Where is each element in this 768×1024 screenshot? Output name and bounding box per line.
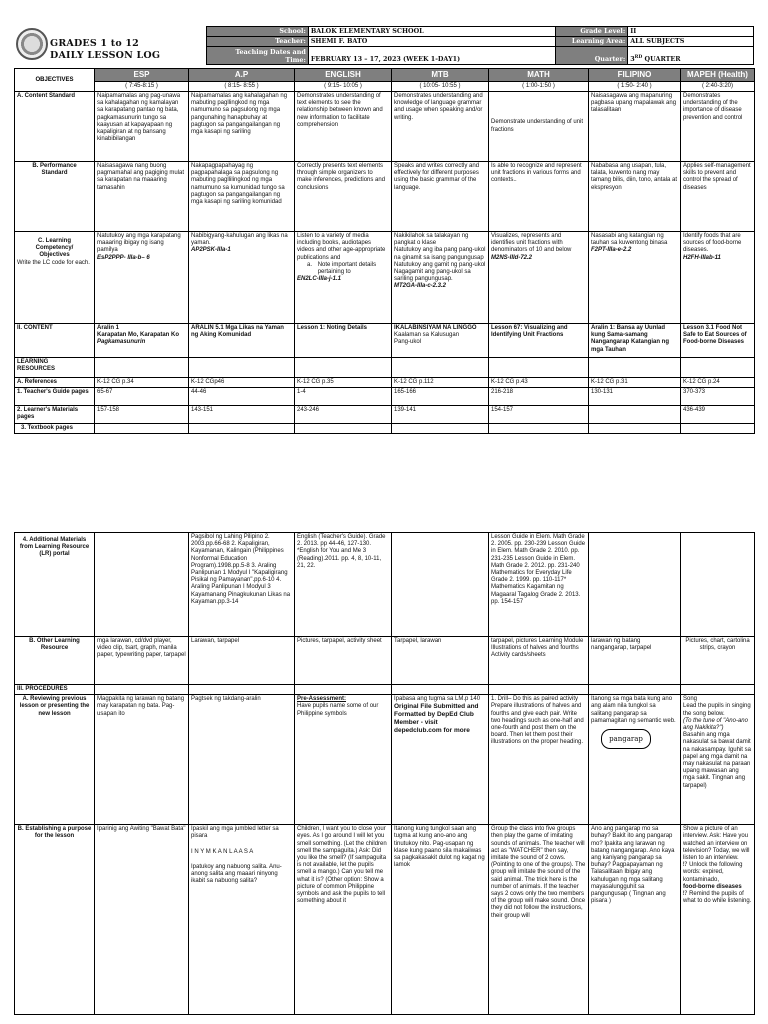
- row-label: 3. Textbook pages: [15, 424, 95, 434]
- deped-seal-logo: [16, 28, 48, 60]
- cell-text: Ipaskil ang mga jumbled letter sa pisara: [191, 826, 279, 840]
- cell: Pictures, chart, cartolina strips, crayon: [681, 637, 755, 685]
- cell-text: food-borne diseases: [683, 883, 742, 890]
- cell-text: IKALABINSIYAM NA LINGGO: [394, 325, 477, 331]
- grade-value: II: [628, 27, 754, 37]
- cell-text: ⁉ Remind the pupils of what to do while listening.: [683, 891, 752, 905]
- cell: Iparinig ang Awiting "Bawat Bata": [95, 825, 189, 1015]
- row-label: 1. Teacher's Guide pages: [15, 388, 95, 406]
- cell: Naipamamalas ang kahalagahan ng mabuting pagllingkod ng mga namumuno sa pagsulong ng mga pangunahing hanapbuhay at pagtugon sa pangangailangan ng mga kasapi ng sariling: [189, 92, 295, 162]
- cell: Children, I want you to close your eyes. As I go around I will let you smell something. (Let the children smell the sampaguita.) Ask: Did you like the smell? (If sampaguita is not available, let the pupils smell a mango.) Can you tell me what it is? (Other option: Show a picture of common Philippine symbols and ask the pupils to tell something about it: [295, 825, 392, 1015]
- cell-text: Have pupils name some of our Philippine symbols: [297, 703, 379, 717]
- lesson-log-page-2: [14, 532, 754, 1015]
- cell-text: Lead the pupils in singing the song below.: [683, 703, 751, 717]
- cell: Magpakita ng larawan ng batang may karapatan ng bata. Pag-usapan ito: [95, 695, 189, 825]
- dates-value: FEBRUARY 13 – 17, 2023 (WEEK 1-DAY1): [308, 47, 555, 65]
- time-mapeh: ( 2:40-3:20): [681, 82, 755, 92]
- cell: [392, 695, 489, 825]
- time-ap: ( 8:15- 8:55 ): [189, 82, 295, 92]
- cell: 216-218: [489, 388, 589, 406]
- cell: Nakapagpapahayag ng pagpapahalaga sa pagsulong ng mabuting pagllilingkod ng mga namumuno sa kumunidad tungo sa pagtugon sa pangangailangan ng mga kasapi ng sariling komunidad: [189, 162, 295, 232]
- time-english: ( 9:15- 10:05 ): [295, 82, 392, 92]
- subject-ap: A.P: [189, 69, 295, 82]
- list-marker: a.: [307, 261, 313, 268]
- cell: Demonstrates understanding and knowledge of language grammar and usage when speaking and/or writing.: [392, 92, 489, 162]
- row-content: [15, 324, 755, 358]
- objectives-label: OBJECTIVES: [15, 69, 95, 92]
- lc-code: EsP2PPP- IIIa-b– 6: [97, 254, 150, 261]
- row-label-line: B. Performance: [32, 163, 77, 169]
- cell: 370-373: [681, 388, 755, 406]
- cell: [295, 232, 392, 324]
- cell-text: Kaalaman sa Kalusugan: [394, 332, 460, 339]
- cell: Nababasa ang usapan, tula, talata, kuwento nang may tamang bilis, diin, tono, antala at ekspresyon: [589, 162, 681, 232]
- row-label-line: RESOURCES: [17, 366, 56, 373]
- cell-text: Visualizes, represents and identifies unit fractions with denominators of 10 and below: [491, 233, 572, 254]
- cell: [681, 825, 755, 1015]
- cell: [295, 695, 392, 825]
- cell-text: Ipatukoy ang nabuong salita. Anu-anong salita ang maaari ninyong ikabit sa nabuong salita?: [191, 863, 282, 885]
- cell-text: Karapatan Mo, Karapatan Ko: [97, 332, 180, 339]
- list-text: Note important details pertaining to: [317, 261, 377, 276]
- row-label: A. References: [15, 378, 95, 388]
- subject-math: MATH: [489, 69, 589, 82]
- cell: [392, 324, 489, 358]
- cell: Naisasagawa nang buong pagmamahal ang pagiging mulat sa karapatan na maaaring tamasahin: [95, 162, 189, 232]
- cell: K-12 CGp46: [189, 378, 295, 388]
- cell: [95, 232, 189, 324]
- row-label: 2. Learner's Materials pages: [15, 406, 95, 424]
- subject-english: ENGLISH: [295, 69, 392, 82]
- cell: Aralin 1: Bansa ay Uunlad kung Sama-samang Nangangarap Katangian ng mga Tauhan: [589, 324, 681, 358]
- row-label: [15, 162, 95, 232]
- cell: Tarpapel, larawan: [392, 637, 489, 685]
- cell: Lesson Guide in Elem. Math Grade 2. 2005. pp. 230-239 Lesson Guide in Elem. Math Grade 2. 2010. pp. 231-235 Lesson Guide in Elem. Math Grade 2. 2012. pp. 231-240 Mathematics for Everyday Life Grade 2. 1999. pp. 110-117* Mathematics Kagamitan ng Magaaral Tagalog Grade 2. 2013. pp. 154-157: [489, 533, 589, 637]
- cell: Ano ang pangarap mo sa buhay? Bakit ito ang pangarap mo? Ipakita ang larawan ng batang nangangarap. Ano kaya ang kaniyang pangarap sa buhay? Pagpapayaman ng Talasalitaan Ibigay ang kahulugan ng mga salitang mayasalungguhit sa pangungusap ( Tingnan ang pisara ): [589, 825, 681, 1015]
- cell-text: ARALIN 5.1 Mga Likas na Yaman: [191, 325, 284, 331]
- cell-text: Identify foods that are sources of food-borne diseases.: [683, 233, 742, 254]
- quarter-value: [628, 47, 754, 65]
- cell-text: ⁉ Unlock the following words: expired, kontaminado,: [683, 862, 743, 883]
- cell: Larawan, tarpapel: [189, 637, 295, 685]
- cell: 436-439: [681, 406, 755, 424]
- cell: Naipamamalas ang pag-unawa sa kahalagahan ng kamalayan sa karapatang pantao ng bata, pagkamasunurin tungo sa kaayusan at kapayapaan ng kapaligiran at ng bansang kinabibilangan: [95, 92, 189, 162]
- cell-text: Nakikilahok sa talakayan ng pangkat o klase: [394, 233, 469, 247]
- cell: [392, 232, 489, 324]
- cell: 44-46: [189, 388, 295, 406]
- cell-text: Ipabasa ang tugma sa LM.p 140: [394, 696, 481, 703]
- cell: [189, 825, 295, 1015]
- area-value: ALL SUBJECTS: [628, 37, 754, 47]
- cell: Group the class into five groups then play the game of imitating sounds of animals. The teacher will act as "WATCHER" then say, imitate the sound of 2 cows. (Pointing to one of the groups). The group will imitate the sound of the said animal. The trick here is the number of animals. If the teacher says 2 cows only the two members of the group will make sound. Once they did not follow the instructions, their group will: [489, 825, 589, 1015]
- lc-code: EN2LC-IIIa-j-1.1: [297, 276, 342, 283]
- row-establishing-purpose: [15, 825, 755, 1015]
- cell: [589, 695, 681, 825]
- time-esp: ( 7:45-8:15 ): [95, 82, 189, 92]
- cell: [189, 324, 295, 358]
- row-label-line: C. Learning: [37, 238, 71, 244]
- subject-mtb: MTB: [392, 69, 489, 82]
- row-textbook-pages: [15, 424, 755, 434]
- cell: tarpapel, pictures Learning Module Illustrations of halves and fourths Activity cards/sheets: [489, 637, 589, 685]
- cell-text: Natutukoy ang mga karapatang maaaring ibigay ng isang pamilya: [97, 233, 181, 254]
- cell: K-12 CG p.43: [489, 378, 589, 388]
- row-label-line: Write the LC code for each.: [17, 259, 90, 266]
- row-label-line: Standard: [41, 170, 68, 177]
- cell: K-12 CG p.35: [295, 378, 392, 388]
- row-learners-materials: [15, 406, 755, 424]
- quarter-label: Quarter:: [556, 47, 628, 65]
- cell: [681, 695, 755, 825]
- cell: 139-141: [392, 406, 489, 424]
- lesson-log-page-1: [14, 26, 754, 434]
- cell: 1. Drill– Do this as paired activity Prepare illustrations of halves and fourths and give each pair. Write two headings such as one-half and one-fourth and post them on the board. Then let them post their illustrations on the proper heading.: [489, 695, 589, 825]
- row-label-line: LEARNING: [17, 359, 49, 365]
- cell: K-12 CG p.31: [589, 378, 681, 388]
- row-teachers-guide: [15, 388, 755, 406]
- cell: Speaks and writes correctly and effectively for different purposes using the basic grammar of the language.: [392, 162, 489, 232]
- meta-table: [206, 26, 754, 65]
- dates-label: [207, 47, 309, 65]
- cell: K-12 CG p.112: [392, 378, 489, 388]
- row-label: B. Other Learning Resource: [15, 637, 95, 685]
- lesson-table-1: [14, 68, 755, 434]
- cell-text: Natutukoy ang iba pang pang-ukol na ginamit sa isang pangungusap: [394, 247, 486, 261]
- cell-text: [297, 262, 389, 276]
- cell-text: Song: [683, 696, 698, 703]
- cell: Pagsibol ng Lahing Pilipino 2. 2003.pp.66-68 2. Kapaligiran, Kayamanan, Kalingain (Philippines Nonformal Education Program).1998.pp.5-8 3. Araling Panlipunan 1 Modyul I "Kapaligirang Pisikal ng Pamayanan".pp.6-10 4. Araling Panlipunan I Modyul 3 Kayamanang Pinagkukunan Likas na Kayaman.pp.3-14: [189, 533, 295, 637]
- cell: Pictures, tarpapel, activity sheet: [295, 637, 392, 685]
- row-procedures: [15, 685, 755, 695]
- cell: Itanong kung tungkol saan ang tugma at kung ano-ano ang tinutukoy nito. Pag-usapan ng klase kung paano sila makaiiwas sa pagkakasakit dulot ng kagat ng lamok: [392, 825, 489, 1015]
- row-reviewing: [15, 695, 755, 825]
- cell-text: Nabibigyang-kahulugan ang likas na yaman.: [191, 233, 288, 247]
- cell-text: Pagkamasunurin: [97, 339, 146, 346]
- row-label: 4. Additional Materials from Learning Resource (LR) portal: [15, 533, 95, 637]
- cell: Naisasagawa ang mapanuring pagbasa upang mapalawak ang talasalitaan: [589, 92, 681, 162]
- cell: Demonstrates understanding of the importance of disease prevention and control: [681, 92, 755, 162]
- lc-code: AP2PSK-IIIa-1: [191, 247, 231, 254]
- cell: Lesson 67: Visualizing and Identifying Unit Fractions: [489, 324, 589, 358]
- lc-code: M2NS-IIId-72.2: [491, 254, 533, 261]
- subject-filipino: FILIPINO: [589, 69, 681, 82]
- cell: 243-246: [295, 406, 392, 424]
- jumbled-letters: I N Y M K A N L A A S A: [191, 848, 254, 855]
- cell-heading: Pre-Assessment:: [297, 696, 347, 703]
- brand-title: [50, 38, 160, 62]
- row-label: B. Establishing a purpose for the lesson: [15, 825, 95, 1015]
- cell: 65-67: [95, 388, 189, 406]
- header: [14, 26, 754, 68]
- area-label: Learning Area:: [556, 37, 628, 47]
- row-other-resources: [15, 637, 755, 685]
- cell: Is able to recognize and represent unit fractions in various forms and contexts..: [489, 162, 589, 232]
- cell: [681, 232, 755, 324]
- cell-text: Listen to a variety of media including books, audiotapes videos and other age-appropriate publications and: [297, 233, 386, 261]
- cell: 165-166: [392, 388, 489, 406]
- row-label: A. Content Standard: [15, 92, 95, 162]
- cell: [589, 232, 681, 324]
- watermark-text: Original File Submitted and Formatted by DepEd Club Member - visit depedclub.com for more: [394, 703, 479, 735]
- lc-code: MT2GA-IIIa-c-2.3.2: [394, 283, 447, 290]
- row-learning-resources: [15, 358, 755, 378]
- grade-label: Grade Level:: [556, 27, 628, 37]
- cell-text: Show a picture of an interview. Ask: Have you watched an interview on television? Today, we will listen to an interview.: [683, 826, 750, 862]
- teacher-label: Teacher:: [207, 37, 309, 47]
- quarter-number: 3: [630, 55, 635, 63]
- cell-text: Aralin 1: [97, 325, 120, 331]
- cell-text: Natutukoy ang gamit ng pang-ukol: [394, 261, 486, 268]
- cell: Lesson 3.1 Food Not Safe to Eat Sources of Food-borne Diseases: [681, 324, 755, 358]
- cell: 143-151: [189, 406, 295, 424]
- quarter-suffix: RD: [634, 54, 643, 60]
- cell-text: Pang-ukol: [394, 339, 422, 346]
- row-label-line: Competency/: [35, 245, 74, 252]
- school-value: BALOK ELEMENTARY SCHOOL: [308, 27, 555, 37]
- brand-line-2: DAILY LESSON LOG: [50, 50, 161, 61]
- cell: 154-157: [489, 406, 589, 424]
- cell-text: Nagagamit ang pang-ukol sa sariling pangungusap.: [394, 269, 471, 283]
- subject-header-row: [15, 69, 755, 82]
- cell: Demonstrate understanding of unit fractions: [489, 92, 589, 162]
- teacher-value: SHEMI F. BATO: [308, 37, 555, 47]
- cell: 157-158: [95, 406, 189, 424]
- cell-text: Nasasabi ang katangian ng tauhan sa kuwentong binasa: [591, 233, 668, 247]
- cell: Demonstrates understanding of text elements to see the relationship between known and new information to facilitate comprehension: [295, 92, 392, 162]
- time-math: ( 1:00-1:50 ): [489, 82, 589, 92]
- cell: [489, 232, 589, 324]
- row-content-standard: [15, 92, 755, 162]
- cell-text: Basahin ang mga nakasulat sa bawat damit na nakasampay. Iguhit sa papel ang mga damit na may nakasulat na paraan upang mawasan ang mga sakit. Tingnan ang tarpapel): [683, 732, 751, 789]
- cell: K-12 CG p.34: [95, 378, 189, 388]
- subject-mapeh: MAPEH (Health): [681, 69, 755, 82]
- cell: K-12 CG p.24: [681, 378, 755, 388]
- brand-line-1: GRADES 1 to 12: [50, 38, 139, 49]
- cell: [189, 232, 295, 324]
- quarter-word: QUARTER: [642, 55, 681, 63]
- cell: 1-4: [295, 388, 392, 406]
- cell: mga larawan, cd/dvd player, video clip, tsart, graph, manila paper, typewriting paper, tarpapel: [95, 637, 189, 685]
- dates-label-line1: Teaching Dates and: [235, 47, 306, 56]
- dates-label-line2: Time:: [285, 55, 306, 64]
- cell: [589, 406, 681, 424]
- row-label: [15, 232, 95, 324]
- school-label: School:: [207, 27, 309, 37]
- cell: Pagtsek ng takdang-aralin: [189, 695, 295, 825]
- cell: larawan ng batang nangangarap, tarpapel: [589, 637, 681, 685]
- row-label: III. PROCEDURES: [15, 685, 95, 695]
- cell: English (Teacher's Guide). Grade 2. 2013. pp 44-46, 127-130. *English for You and Me 3 (Reading).2011. pp. 4, 8, 10-11, 21, 22.: [295, 533, 392, 637]
- lc-code: H2FH-IIIab-11: [683, 254, 721, 261]
- cell: Applies self-management skills to prevent and control the spread of diseases: [681, 162, 755, 232]
- time-mtb: ( 10:05- 10:55 ): [392, 82, 489, 92]
- cell: 130-131: [589, 388, 681, 406]
- row-learning-competency: [15, 232, 755, 324]
- cell-text: ng Aking Komunidad: [191, 332, 252, 339]
- cell: [95, 324, 189, 358]
- row-label: II. CONTENT: [15, 324, 95, 358]
- row-references: [15, 378, 755, 388]
- time-filipino: ( 1:50- 2:40 ): [589, 82, 681, 92]
- cell-text: (To the tune of "Ano-ano ang Nakikita?"): [683, 717, 748, 732]
- cell: Lesson 1: Noting Details: [295, 324, 392, 358]
- row-label-line: Objectives: [39, 252, 70, 259]
- cell: Correctly presents text elements through simple organizers to make inferences, predictions and conclusions: [295, 162, 392, 232]
- row-label: A. Reviewing previous lesson or presenting the new lesson: [15, 695, 95, 825]
- row-label: [15, 358, 95, 378]
- cell-text: Itanong sa mga bata kung ano ang alam nila tungkol sa salitang pangarap sa pamamagitan ng semantic web.: [591, 696, 676, 724]
- semantic-web-image: pangarap: [601, 729, 651, 749]
- lc-code: F2PT-IIIa-e-2.2: [591, 247, 632, 254]
- row-additional-materials: [15, 533, 755, 637]
- lesson-table-2: [14, 532, 755, 1015]
- row-performance-standard: [15, 162, 755, 232]
- time-row: [15, 82, 755, 92]
- subject-esp: ESP: [95, 69, 189, 82]
